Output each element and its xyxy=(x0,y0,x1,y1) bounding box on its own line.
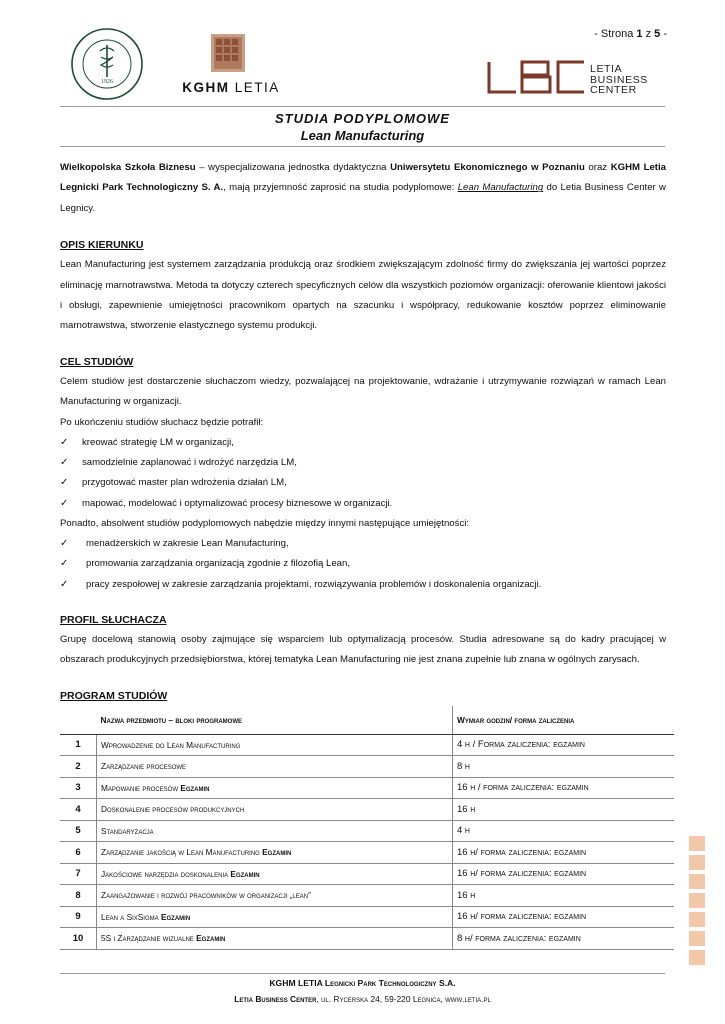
extra-skills-list xyxy=(60,534,666,595)
program-table xyxy=(60,706,674,950)
check-icon: ✓ xyxy=(60,477,69,489)
page-total: 5 xyxy=(654,28,661,40)
skills-intro: Po ukończeniu studiów słuchacz będzie potrafił: xyxy=(60,416,264,428)
check-icon: ✓ xyxy=(60,538,69,550)
opis-heading: OPIS KIERUNKU xyxy=(60,239,144,252)
footer-address: Letia Business Center, ul. Rycerska 24, 59-220 Legnica, www.letia.pl xyxy=(234,994,491,1004)
check-icon: ✓ xyxy=(60,558,69,570)
profil-paragraph: Grupę docelową stanowią osoby zajmujące się wsparciem lub optymalizacją procesów. Studia adresowane są do kadry pracującej w obszarach produkcyjnych przedsiębiorstwa, której tematyka Lean Manufacturing nie jest znana zupełnie lub znana w ogólnych zarysach. xyxy=(60,633,666,666)
table-row: 9 Lean a SixSigma Egzamin 16 h/ forma zaliczenia: egzamin xyxy=(60,906,674,928)
table-row: 8 Zaangażowanie i rozwój pracowników w organizacji „lean” 16 h xyxy=(60,885,674,907)
column-header-name: Nazwa przedmiotu – bloki programowe xyxy=(97,706,453,735)
check-icon: ✓ xyxy=(60,457,69,469)
cel-paragraph: Celem studiów jest dostarczenie słuchaczom wiedzy, pozwalającej na projektowanie, wdrażanie i utrzymywanie rozwiązań w ramach Lean Manufacturing w organizacji. xyxy=(60,375,666,408)
main-content xyxy=(60,158,666,950)
list-item: ✓ promowania zarządzania organizacją zgodnie z filozofią Lean, xyxy=(60,554,666,574)
table-row: 7 Jakościowe narzędzia doskonalenia Egzamin 16 h/ forma zaliczenia: egzamin xyxy=(60,863,674,885)
course-link[interactable]: Lean Manufacturing xyxy=(457,182,544,194)
kghm-cube-icon xyxy=(174,32,288,76)
page-prefix: - Strona xyxy=(594,28,637,40)
kghm-logo-text: KGHM LETIA xyxy=(182,80,280,95)
check-icon: ✓ xyxy=(60,497,69,509)
footer-divider xyxy=(60,973,665,974)
intro-paragraph: Wielkopolska Szkoła Biznesu – wyspecjalizowana jednostka dydaktyczna Uniwersytetu Ekonomicznego w Poznaniu oraz KGHM Letia Legnicki Park Technologiczny S. A., mają przyjemność zaprosić na studia podyplomowe: Lean Manufacturing do Letia Business Center w Legnicy. xyxy=(60,162,666,214)
table-row: 10 5S i Zarządzanie wizualne Egzamin 8 h/ forma zaliczenia: egzamin xyxy=(60,928,674,950)
cel-heading: CEL STUDIÓW xyxy=(60,355,134,368)
extra-intro: Ponadto, absolwent studiów podyplomowych nabędzie między innymi następujące umiejętności: xyxy=(60,517,470,529)
program-heading: PROGRAM STUDIÓW xyxy=(60,689,168,702)
profil-heading: PROFIL SŁUCHACZA xyxy=(60,613,167,626)
check-icon: ✓ xyxy=(60,437,69,449)
column-header-hours: Wymiar godzin/ forma zaliczenia xyxy=(453,706,675,735)
lbc-monogram-icon xyxy=(486,60,588,96)
list-item: ✓ mapować, modelować i optymalizować procesy biznesowe w organizacji. xyxy=(60,494,666,514)
university-seal-logo xyxy=(70,27,144,101)
table-row: 4 Doskonalenie procesów produkcyjnych 16 h xyxy=(60,799,674,821)
lbc-logo-words: LETIA BUSINESS CENTER xyxy=(590,63,648,96)
skills-list xyxy=(60,433,666,514)
page-number xyxy=(594,28,667,40)
svg-text:1926: 1926 xyxy=(101,79,113,85)
table-row: 1 Wprowadzenie do Lean Manufacturing 4 h / Forma zaliczenia: egzamin xyxy=(60,734,674,756)
letia-business-center-logo xyxy=(486,60,666,100)
list-item: ✓ pracy zespołowej w zakresie zarządzania projektami, rozwiązywania problemów i doskonalenia organizacji. xyxy=(60,575,666,595)
table-row: 5 Standaryzacja 4 h xyxy=(60,820,674,842)
list-item: ✓ przygotować master plan wdrożenia działań LM, xyxy=(60,473,666,493)
table-row: 3 Mapowanie procesów Egzamin 16 h / forma zaliczenia: egzamin xyxy=(60,777,674,799)
kghm-letia-logo xyxy=(174,32,288,98)
list-item: ✓ kreować strategię LM w organizacji, xyxy=(60,433,666,453)
document-subtitle: Lean Manufacturing xyxy=(300,128,425,143)
table-row: 2 Zarządzanie procesowe 8 h xyxy=(60,756,674,778)
page-current: 1 xyxy=(636,28,643,40)
header-divider xyxy=(60,106,665,107)
page-suffix: - xyxy=(660,28,667,40)
document-title: STUDIA PODYPLOMOWE xyxy=(275,111,450,126)
page-sep: z xyxy=(642,28,655,40)
side-decoration xyxy=(689,836,705,969)
table-row: 6 Zarządzanie jakością w Lean Manufacturing Egzamin 16 h/ forma zaliczenia: egzamin xyxy=(60,842,674,864)
table-header-row xyxy=(60,706,674,735)
check-icon: ✓ xyxy=(60,578,69,590)
list-item: ✓ samodzielnie zaplanować i wdrożyć narzędzia LM, xyxy=(60,453,666,473)
title-divider xyxy=(60,146,665,147)
opis-paragraph: Lean Manufacturing jest systemem zarządzania produkcją oraz środkiem zwiększającym zdolność firmy do zwiększania jej wartości poprzez eliminację marnotrawstwa. Metoda ta dotyczy czterech specyficznych celów dla wszystkich poziomów organizacji: oferowanie klientowi jakości i obsługi, zapewnienie umiejętności pracownikom opartych na szacunku i współpracy, redukowanie kosztów poprzez eliminowanie marnotrawstwa, stworzenie elastycznego systemu produkcji. xyxy=(60,259,666,332)
footer-company: KGHM LETIA Legnicki Park Technologiczny S.A. xyxy=(269,978,456,988)
list-item: ✓ menadżerskich w zakresie Lean Manufacturing, xyxy=(60,534,666,554)
